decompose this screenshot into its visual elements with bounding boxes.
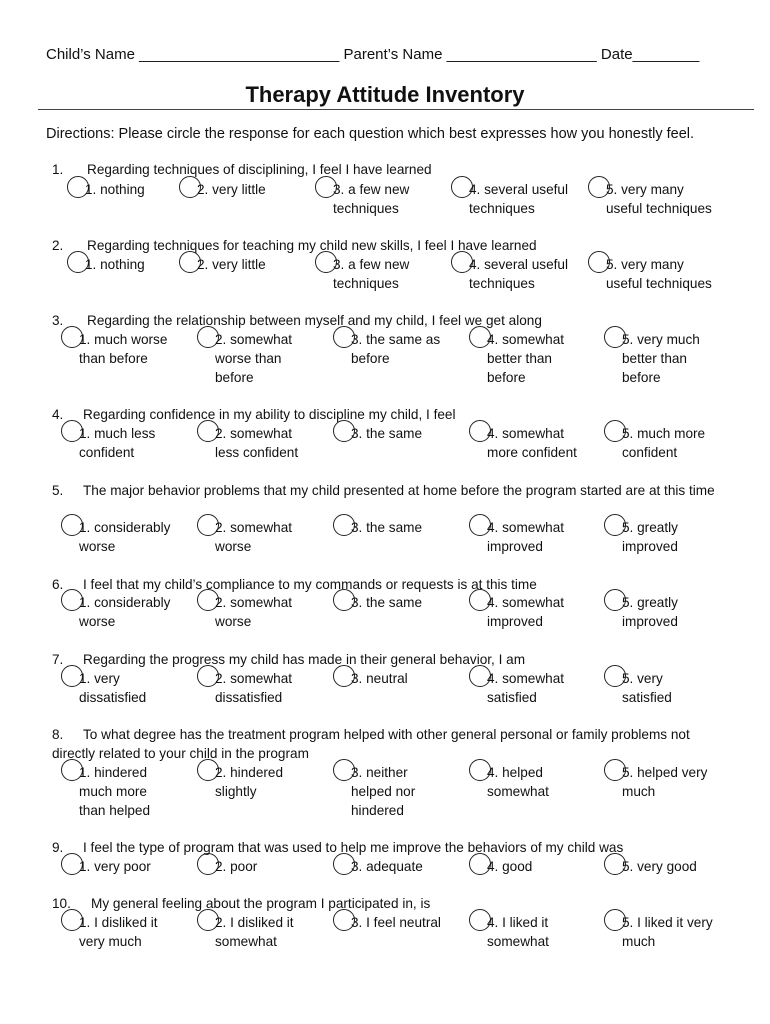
question-prompt: To what degree has the treatment program helped with other general personal or family problems not directly related to your child in the program bbox=[52, 727, 690, 761]
question-10-option-1-label: 1. I disliked it very much bbox=[79, 915, 158, 949]
question-3-option-2-label: 2. somewhat worse than before bbox=[215, 332, 293, 385]
question-3-option-3-label: 3. the same as before bbox=[351, 332, 441, 366]
question-10-option-5-label: 5. I liked it very much bbox=[622, 915, 713, 949]
question-10-option-3-label: 3. I feel neutral bbox=[351, 915, 441, 930]
question-5-text bbox=[52, 481, 732, 500]
question-1-option-1-label: 1. nothing bbox=[85, 182, 145, 197]
question-number: 6. bbox=[52, 577, 64, 592]
question-number: 7. bbox=[52, 652, 64, 667]
question-prompt: Regarding the progress my child has made in their general behavior, I am bbox=[83, 652, 526, 667]
question-9-text bbox=[52, 838, 732, 857]
question-4-option-2-label: 2. somewhat less confident bbox=[215, 426, 299, 460]
question-number: 4. bbox=[52, 407, 64, 422]
question-8-option-2-label: 2. hindered slightly bbox=[215, 765, 284, 799]
question-number: 3. bbox=[52, 313, 64, 328]
question-5-option-3-label: 3. the same bbox=[351, 520, 423, 535]
question-4-text bbox=[52, 405, 732, 424]
question-9-option-4-label: 4. good bbox=[487, 859, 533, 874]
question-7-text bbox=[52, 650, 732, 669]
question-6-option-2-label: 2. somewhat worse bbox=[215, 595, 293, 629]
question-2-option-2-label: 2. very little bbox=[197, 257, 266, 272]
question-5-option-4-label: 4. somewhat improved bbox=[487, 520, 565, 554]
question-10-option-2-label: 2. I disliked it somewhat bbox=[215, 915, 294, 949]
question-prompt: Regarding techniques for teaching my child new skills, I feel I have learned bbox=[87, 238, 537, 253]
question-2-text bbox=[52, 236, 732, 255]
question-8-option-3-label: 3. neither helped nor hindered bbox=[351, 765, 416, 818]
question-number: 1. bbox=[52, 162, 64, 177]
question-1-option-2-label: 2. very little bbox=[197, 182, 266, 197]
question-3-option-1-label: 1. much worse than before bbox=[79, 332, 168, 366]
question-7-option-2-label: 2. somewhat dissatisfied bbox=[215, 671, 293, 705]
question-1-option-4-label: 4. several useful techniques bbox=[469, 182, 568, 216]
question-7-option-5-label: 5. very satisfied bbox=[622, 671, 672, 705]
question-prompt: Regarding confidence in my ability to discipline my child, I feel bbox=[83, 407, 456, 422]
question-5-option-1-label: 1. considerably worse bbox=[79, 520, 171, 554]
question-8-option-5-label: 5. helped very much bbox=[622, 765, 708, 799]
question-7-option-1-label: 1. very dissatisfied bbox=[79, 671, 147, 705]
question-8-text bbox=[52, 725, 732, 763]
question-2-option-3-label: 3. a few new techniques bbox=[333, 257, 410, 291]
question-9-option-2-label: 2. poor bbox=[215, 859, 258, 874]
question-1-option-3-label: 3. a few new techniques bbox=[333, 182, 410, 216]
question-prompt: Regarding techniques of disciplining, I feel I have learned bbox=[87, 162, 432, 177]
question-7-option-4-label: 4. somewhat satisfied bbox=[487, 671, 565, 705]
question-prompt: I feel the type of program that was used to help me improve the behaviors of my child was bbox=[83, 840, 624, 855]
question-6-option-1-label: 1. considerably worse bbox=[79, 595, 171, 629]
question-9-option-5-label: 5. very good bbox=[622, 859, 697, 874]
question-3-option-4-label: 4. somewhat better than before bbox=[487, 332, 565, 385]
title-rule bbox=[38, 109, 754, 110]
question-1-text bbox=[52, 160, 732, 179]
question-number: 2. bbox=[52, 238, 64, 253]
question-2-option-1-label: 1. nothing bbox=[85, 257, 145, 272]
question-1-option-5-label: 5. very many useful techniques bbox=[606, 182, 712, 216]
question-number: 5. bbox=[52, 483, 64, 498]
question-6-option-4-label: 4. somewhat improved bbox=[487, 595, 565, 629]
question-4-option-3-label: 3. the same bbox=[351, 426, 423, 441]
question-9-option-3-label: 3. adequate bbox=[351, 859, 423, 874]
question-2-option-5-label: 5. very many useful techniques bbox=[606, 257, 712, 291]
question-4-option-5-label: 5. much more confident bbox=[622, 426, 706, 460]
question-prompt: My general feeling about the program I participated in, is bbox=[91, 896, 431, 911]
question-6-option-5-label: 5. greatly improved bbox=[622, 595, 678, 629]
question-6-option-3-label: 3. the same bbox=[351, 595, 423, 610]
question-4-option-1-label: 1. much less confident bbox=[79, 426, 156, 460]
question-4-option-4-label: 4. somewhat more confident bbox=[487, 426, 577, 460]
question-10-text bbox=[52, 894, 732, 913]
question-9-option-1-label: 1. very poor bbox=[79, 859, 151, 874]
question-prompt: The major behavior problems that my child presented at home before the program started are at this time bbox=[83, 483, 715, 498]
question-5-option-2-label: 2. somewhat worse bbox=[215, 520, 293, 554]
header-fields: Child’s Name ________________________ Parent’s Name __________________ Date________ bbox=[46, 46, 700, 63]
question-10-option-4-label: 4. I liked it somewhat bbox=[487, 915, 549, 949]
question-2-option-4-label: 4. several useful techniques bbox=[469, 257, 568, 291]
question-prompt: I feel that my child’s compliance to my commands or requests is at this time bbox=[83, 577, 537, 592]
question-8-option-4-label: 4. helped somewhat bbox=[487, 765, 549, 799]
question-8-option-1-label: 1. hindered much more than helped bbox=[79, 765, 151, 818]
page-title: Therapy Attitude Inventory bbox=[245, 82, 525, 107]
question-7-option-3-label: 3. neutral bbox=[351, 671, 408, 686]
question-5-option-5-label: 5. greatly improved bbox=[622, 520, 678, 554]
question-prompt: Regarding the relationship between myself and my child, I feel we get along bbox=[87, 313, 542, 328]
question-number: 8. bbox=[52, 727, 64, 742]
question-3-text bbox=[52, 311, 732, 330]
question-number: 10. bbox=[52, 896, 71, 911]
question-number: 9. bbox=[52, 840, 64, 855]
directions: Directions: Please circle the response for each question which best expresses how you honestly feel. bbox=[46, 126, 695, 142]
question-3-option-5-label: 5. very much better than before bbox=[622, 332, 700, 385]
question-6-text bbox=[52, 575, 732, 594]
